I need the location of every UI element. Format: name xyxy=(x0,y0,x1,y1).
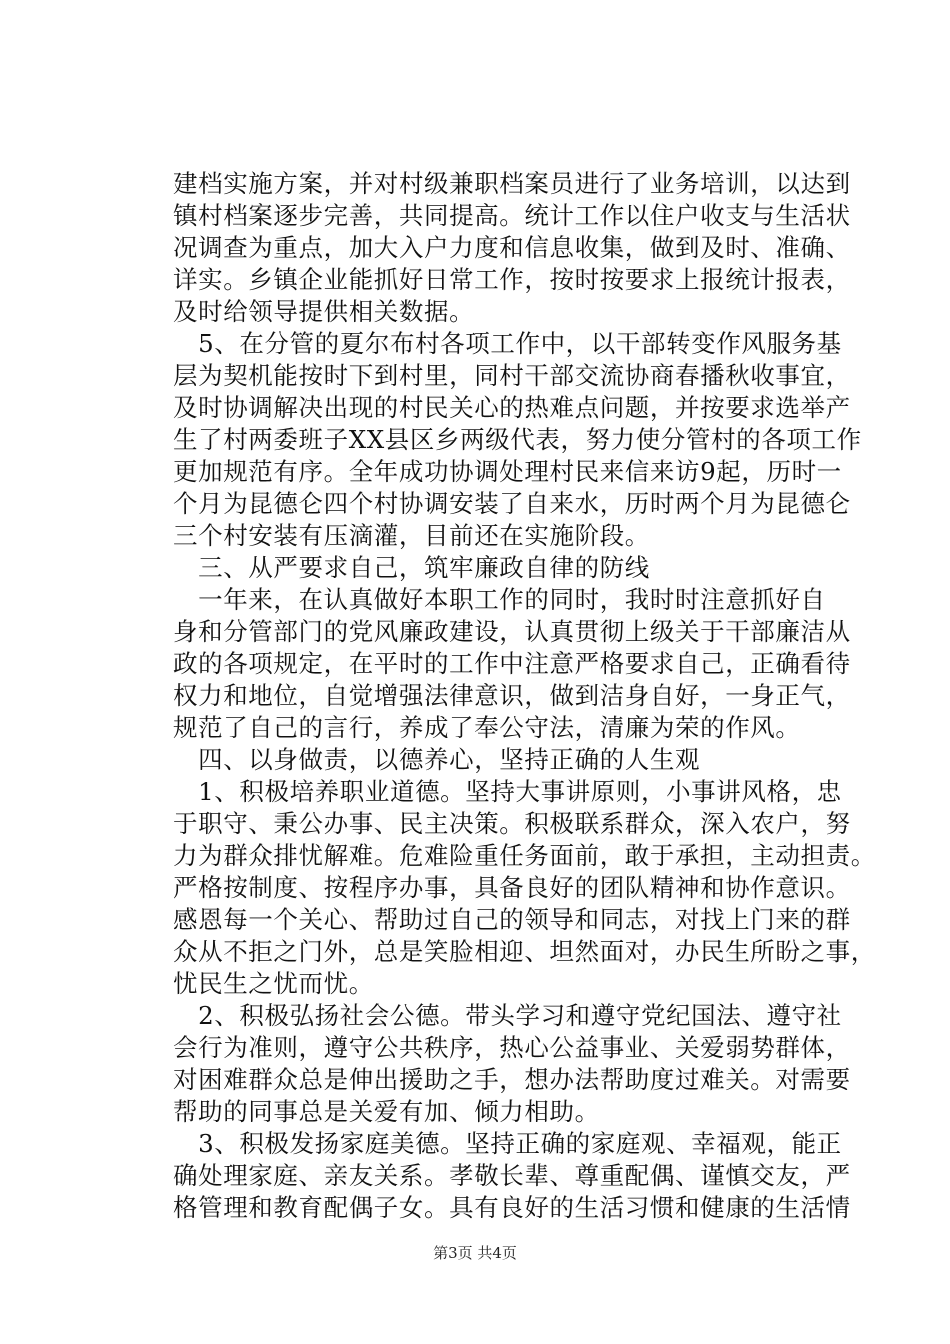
text-line: 更加规范有序。全年成功协调处理村民来信来访9起，历时一 xyxy=(173,457,842,486)
text-line: 会行为准则，遵守公共秩序，热心公益事业、关爱弱势群体， xyxy=(173,1033,851,1062)
text-line: 个月为昆德仑四个村协调安装了自来水，历时两个月为昆德仑 xyxy=(173,489,851,518)
text-line: 建档实施方案，并对村级兼职档案员进行了业务培训，以达到 xyxy=(173,169,851,198)
text-line: 帮助的同事总是关爱有加、倾力相助。 xyxy=(173,1097,600,1126)
text-line: 严格按制度、按程序办事，具备良好的团队精神和协作意识。 xyxy=(173,873,851,902)
text-line: 众从不拒之门外，总是笑脸相迎、坦然面对，办民生所盼之事， xyxy=(173,937,876,966)
text-line: 及时给领导提供相关数据。 xyxy=(173,297,475,326)
text-line: 1、积极培养职业道德。坚持大事讲原则，小事讲风格，忠 xyxy=(173,777,842,806)
text-line: 一年来，在认真做好本职工作的同时，我时时注意抓好自 xyxy=(173,585,826,614)
text-line: 详实。乡镇企业能抓好日常工作，按时按要求上报统计报表， xyxy=(173,265,851,294)
text-line: 5、在分管的夏尔布村各项工作中，以干部转变作风服务基 xyxy=(173,329,842,358)
text-line: 2、积极弘扬社会公德。带头学习和遵守党纪国法、遵守社 xyxy=(173,1001,842,1030)
text-line: 政的各项规定，在平时的工作中注意严格要求自己，正确看待 xyxy=(173,649,851,678)
text-line: 3、积极发扬家庭美德。坚持正确的家庭观、幸福观，能正 xyxy=(173,1129,842,1158)
text-line: 层为契机能按时下到村里，同村干部交流协商春播秋收事宜， xyxy=(173,361,851,390)
text-line: 对困难群众总是伸出援助之手，想办法帮助度过难关。对需要 xyxy=(173,1065,851,1094)
text-line: 忧民生之忧而忧。 xyxy=(173,969,374,998)
text-line: 三个村安装有压滴灌，目前还在实施阶段。 xyxy=(173,521,650,550)
text-line: 规范了自己的言行，养成了奉公守法，清廉为荣的作风。 xyxy=(173,713,801,742)
text-line: 镇村档案逐步完善，共同提高。统计工作以住户收支与生活状 xyxy=(173,201,851,230)
text-line: 感恩每一个关心、帮助过自己的领导和同志，对找上门来的群 xyxy=(173,905,851,934)
text-line: 身和分管部门的党风廉政建设，认真贯彻上级关于干部廉洁从 xyxy=(173,617,851,646)
text-line: 及时协调解决出现的村民关心的热难点问题，并按要求选举产 xyxy=(173,393,851,422)
text-line: 格管理和教育配偶子女。具有良好的生活习惯和健康的生活情 xyxy=(173,1193,851,1222)
section-heading: 三、从严要求自己，筑牢廉政自律的防线 xyxy=(173,553,650,582)
document-body xyxy=(173,168,876,1224)
text-line: 力为群众排忧解难。危难险重任务面前，敢于承担，主动担责。 xyxy=(173,841,876,870)
section-heading: 四、以身做责，以德养心，坚持正确的人生观 xyxy=(173,745,701,774)
text-line: 确处理家庭、亲友关系。孝敬长辈、尊重配偶、谨慎交友，严 xyxy=(173,1161,851,1190)
text-line: 况调查为重点，加大入户力度和信息收集，做到及时、准确、 xyxy=(173,233,851,262)
text-line: 生了村两委班子XX县区乡两级代表，努力使分管村的各项工作 xyxy=(173,425,862,454)
page-footer: 第3页 共4页 xyxy=(433,1244,517,1262)
text-line: 权力和地位，自觉增强法律意识，做到洁身自好，一身正气， xyxy=(173,681,851,710)
text-line: 于职守、秉公办事、民主决策。积极联系群众，深入农户，努 xyxy=(173,809,851,838)
